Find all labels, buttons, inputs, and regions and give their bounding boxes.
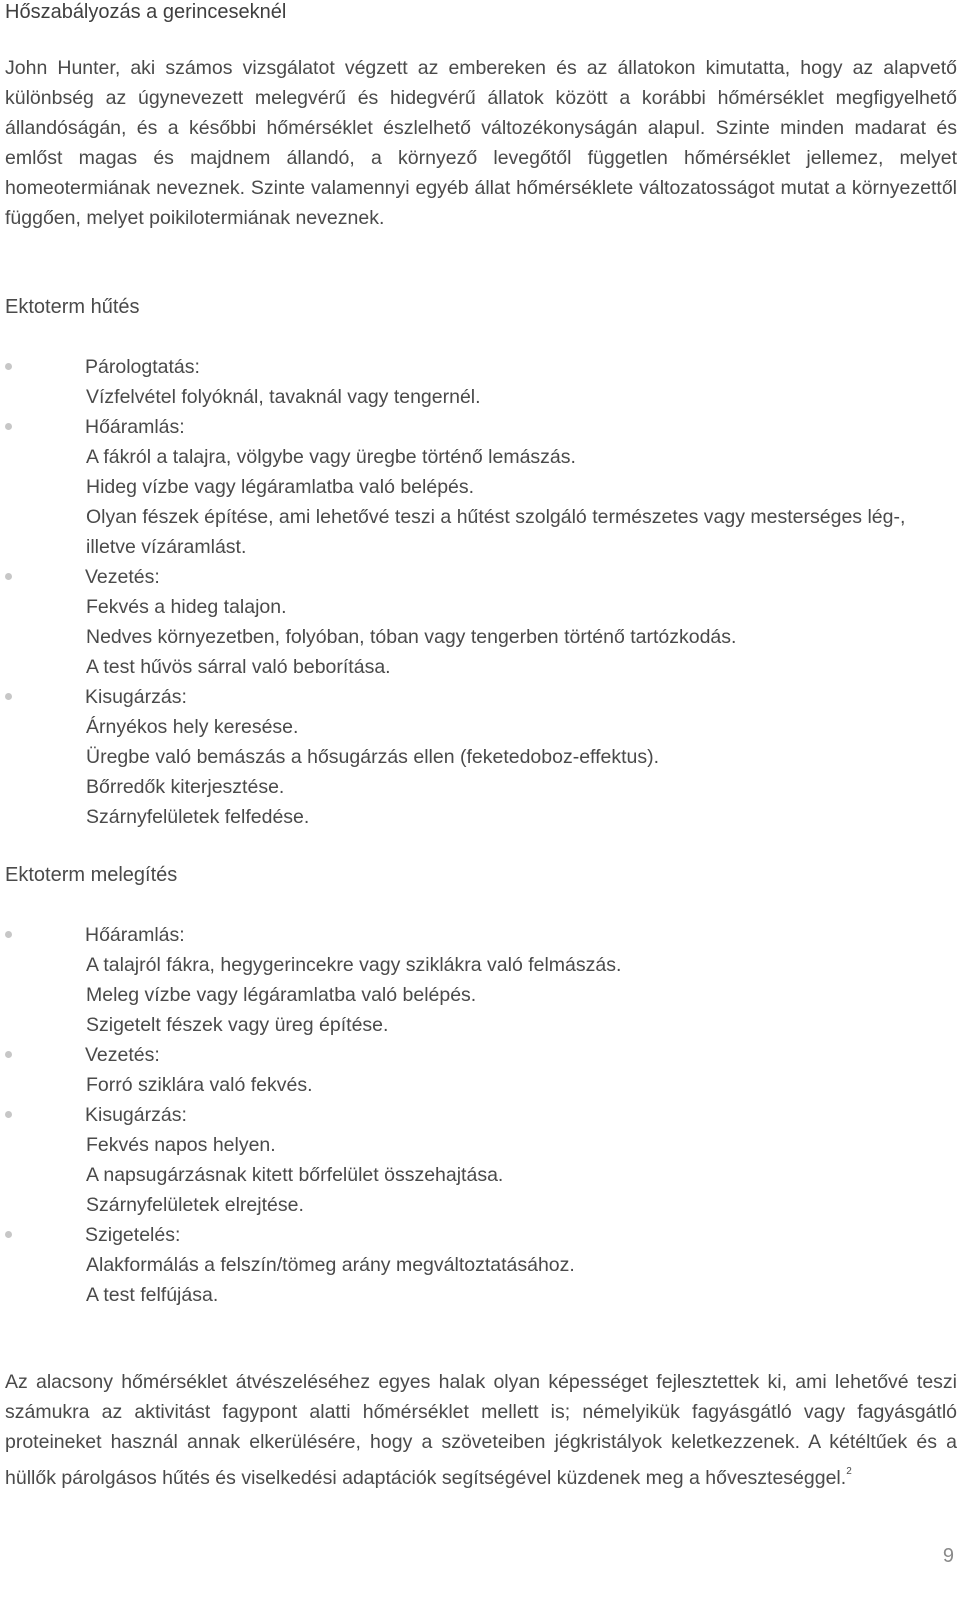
list-item-label: Vezetés:: [85, 566, 160, 588]
bullet-icon: [5, 693, 12, 700]
bullet-icon: [5, 363, 12, 370]
list-item-detail: A test felfújása.: [86, 1284, 219, 1306]
list-item-detail: A test hűvös sárral való beborítása.: [86, 656, 391, 678]
bullet-icon: [5, 1051, 12, 1058]
list-item-detail: Vízfelvétel folyóknál, tavaknál vagy tengernél.: [86, 386, 481, 408]
cooling-list: [5, 352, 957, 832]
bullet-icon: [5, 423, 12, 430]
list-item-detail: A talajról fákra, hegygerincekre vagy sziklákra való felmászás.: [86, 954, 622, 976]
bullet-icon: [5, 931, 12, 938]
cooling-heading: Ektoterm hűtés: [5, 296, 140, 318]
list-item-detail: Fekvés a hideg talajon.: [86, 596, 287, 618]
list-item-detail: Szárnyfelületek elrejtése.: [86, 1194, 304, 1216]
bullet-icon: [5, 573, 12, 580]
list-item: [5, 352, 957, 412]
list-item: [5, 682, 957, 832]
list-item-detail: Bőrredők kiterjesztése.: [86, 776, 285, 798]
list-item-label: Hőáramlás:: [85, 416, 185, 438]
footnote-ref: 2: [846, 1466, 852, 1477]
intro-paragraph: John Hunter, aki számos vizsgálatot végzett az embereken és az állatokon kimutatta, hogy az alapvető különbség az úgynevezett melegvérű és hidegvérű állatok között a korábbi hőmérséklet megfigyelhető állandóságán, és a későbbi hőmérséklet észlelhető változékonyságán alapul. Szinte minden madarat és emlőst magas és majdnem állandó, a környező levegőtől független hőmérséklet jellemez, melyet homeotermiának neveznek. Szinte valamennyi egyéb állat hőmérséklete változatosságot mutat a környezettől függően, melyet poikilotermiának neveznek.: [5, 57, 957, 229]
page-title: Hőszabályozás a gerinceseknél: [5, 1, 287, 23]
list-item: [5, 562, 957, 682]
list-item: [5, 920, 957, 1040]
list-item-label: Szigetelés:: [85, 1224, 181, 1246]
list-item: [5, 1100, 957, 1220]
list-item: [5, 1220, 957, 1310]
list-item-detail: Meleg vízbe vagy légáramlatba való belépés.: [86, 984, 477, 1006]
list-item: [5, 412, 957, 562]
list-item-detail: A fákról a talajra, völgybe vagy üregbe történő lemászás.: [86, 446, 576, 468]
list-item-detail: Nedves környezetben, folyóban, tóban vagy tengerben történő tartózkodás.: [86, 626, 737, 648]
list-item-detail: Forró sziklára való fekvés.: [86, 1074, 313, 1096]
page-number: 9: [942, 1545, 954, 1567]
list-item-label: Kisugárzás:: [85, 686, 187, 708]
list-item-detail: Fekvés napos helyen.: [86, 1134, 276, 1156]
list-item-detail: Hideg vízbe vagy légáramlatba való belépés.: [86, 476, 475, 498]
list-item-detail: A napsugárzásnak kitett bőrfelület összehajtása.: [86, 1164, 504, 1186]
warming-heading: Ektoterm melegítés: [5, 864, 178, 886]
list-item-detail: Szigetelt fészek vagy üreg építése.: [86, 1014, 389, 1036]
warming-list: [5, 920, 957, 1310]
list-item-detail: Alakformálás a felszín/tömeg arány megváltoztatásához.: [86, 1254, 575, 1276]
list-item-detail: Szárnyfelületek felfedése.: [86, 806, 310, 828]
closing-text: Az alacsony hőmérséklet átvészeléséhez egyes halak olyan képességet fejlesztettek ki, ami lehetővé teszi számukra az aktivitást fagypont alatti hőmérséklet mellett is; némelyikük fagyásgátló vagy fagyásgátló proteineket használ annak elkerülésére, hogy a szöveteiben jégkristályok keletkezzenek. A kétéltűek és a hüllők párolgásos hűtés és viselkedési adaptációk segítségével küzdenek meg a hőveszteséggel.: [5, 1371, 957, 1489]
list-item-label: Kisugárzás:: [85, 1104, 187, 1126]
list-item-label: Párologtatás:: [85, 356, 200, 378]
closing-paragraph: [5, 1367, 957, 1493]
bullet-icon: [5, 1111, 12, 1118]
list-item: [5, 1040, 957, 1100]
list-item-detail: Üregbe való bemászás a hősugárzás ellen (feketedoboz-effektus).: [86, 746, 660, 768]
list-item-label: Hőáramlás:: [85, 924, 185, 946]
list-item-detail: Olyan fészek építése, ami lehetővé teszi a hűtést szolgáló természetes vagy mesterséges lég-, illetve vízáramlást.: [86, 506, 906, 558]
list-item-label: Vezetés:: [85, 1044, 160, 1066]
bullet-icon: [5, 1231, 12, 1238]
list-item-detail: Árnyékos hely keresése.: [86, 716, 299, 738]
